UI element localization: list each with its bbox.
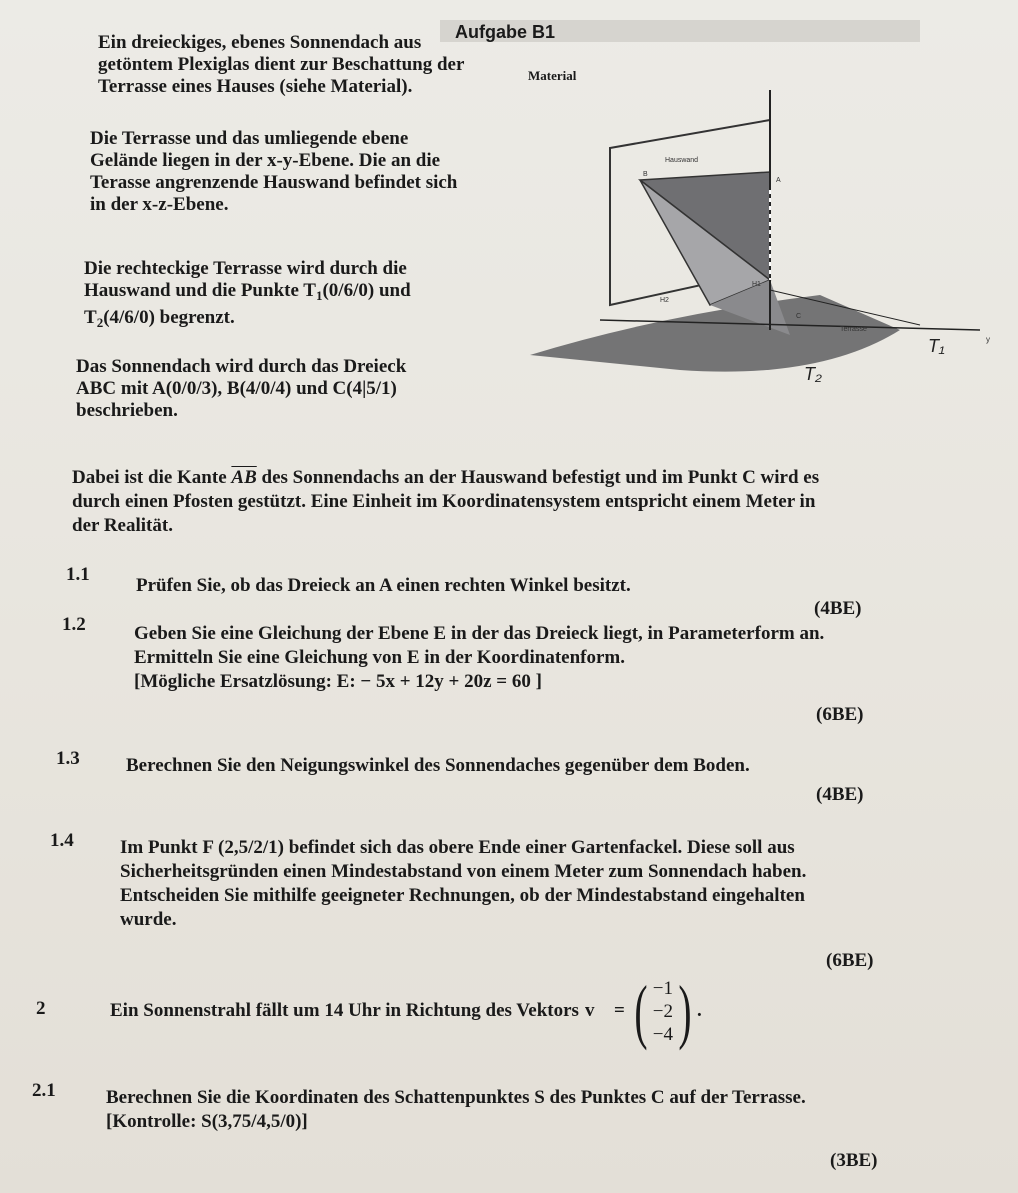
h2-label: H2 <box>660 297 669 304</box>
text-line: [Mögliche Ersatzlösung: E: − 5x + 12y + 20z = 60 ] <box>134 671 542 692</box>
point-b-label: B <box>643 171 648 178</box>
text-line: Terasse angrenzende Hauswand befindet sich <box>90 172 458 193</box>
subscript: 1 <box>315 288 323 303</box>
task-2-1-text <box>106 1086 806 1134</box>
task-2-1-points: (3BE) <box>830 1150 878 1171</box>
text-span: des Sonnendachs an der Hauswand befestigt und im Punkt C wird es <box>256 467 820 488</box>
text-span: Ein Sonnenstrahl fällt um 14 Uhr in Richtung des Vektors <box>110 1000 579 1021</box>
text-span: Dabei ist die Kante <box>72 467 232 488</box>
task-1-2-number: 1.2 <box>62 614 86 635</box>
text-line: Terrasse eines Hauses (siehe Material). <box>98 76 413 97</box>
intro-paragraph-3 <box>84 258 411 334</box>
vector-components <box>653 977 673 1046</box>
text-span: (0/6/0) und <box>322 280 411 301</box>
point-a-label: A <box>776 177 781 184</box>
t2-label: T₂ <box>804 364 822 384</box>
text-line: Entscheiden Sie mithilfe geeigneter Rechnungen, ob der Mindestabstand eingehalten <box>120 885 805 906</box>
text-line: in der x-z-Ebene. <box>90 194 229 215</box>
text-line: Die Terrasse und das umliegende ebene <box>90 128 409 149</box>
intro-paragraph-1 <box>98 32 464 98</box>
text-line: Berechnen Sie die Koordinaten des Schattenpunktes S des Punktes C auf der Terrasse. <box>106 1087 806 1108</box>
task-2-text <box>110 968 702 1054</box>
vector-component: −2 <box>652 1000 674 1022</box>
task-1-1-number: 1.1 <box>66 564 90 585</box>
page-title: Aufgabe B1 <box>455 22 556 42</box>
left-paren: ( <box>634 971 648 1051</box>
vector-symbol: v⃗ = <box>584 1000 625 1021</box>
text-line: getöntem Plexiglas dient zur Beschattung der <box>98 54 465 75</box>
text-line <box>84 307 411 334</box>
terrace-label: Terrasse <box>840 326 867 333</box>
task-1-4-points: (6BE) <box>826 950 874 971</box>
vector-component: −4 <box>652 1023 674 1045</box>
right-paren: ) <box>678 971 692 1051</box>
material-label: Material <box>528 68 577 83</box>
task-2-number: 2 <box>36 998 46 1019</box>
text-line: ABC mit A(0/0/3), B(4/0/4) und C(4|5/1) <box>76 378 397 399</box>
h1-label: H1 <box>752 281 761 288</box>
text-line <box>72 466 819 490</box>
text-line: Im Punkt F (2,5/2/1) befindet sich das obere Ende einer Gartenfackel. Diese soll aus <box>120 837 795 858</box>
task-1-3-points: (4BE) <box>816 784 864 805</box>
task-1-1-text: Prüfen Sie, ob das Dreieck an A einen rechten Winkel besitzt. <box>136 575 631 596</box>
text-line: Sicherheitsgründen einen Mindestabstand von einem Meter zum Sonnendach haben. <box>120 861 807 882</box>
task-2-1-number: 2.1 <box>32 1080 56 1101</box>
text-line: durch einen Pfosten gestützt. Eine Einheit im Koordinatensystem entspricht einem Meter in <box>72 491 816 512</box>
task-1-3-number: 1.3 <box>56 748 80 769</box>
task-1-4-text <box>120 836 806 932</box>
intro-paragraph-2 <box>90 128 457 216</box>
text-line: Ein dreieckiges, ebenes Sonnendach aus <box>98 32 422 53</box>
task-1-2-text <box>134 622 824 694</box>
text-line: Geben Sie eine Gleichung der Ebene E in der das Dreieck liegt, in Parameterform an. <box>134 623 825 644</box>
text-line: Gelände liegen in der x-y-Ebene. Die an die <box>90 150 441 171</box>
vector-matrix <box>629 971 697 1051</box>
text-line: wurde. <box>120 909 177 930</box>
wall-label: Hauswand <box>665 157 699 164</box>
text-span: (4/6/0) begrenzt. <box>103 307 235 328</box>
intro-paragraph-4 <box>76 356 406 422</box>
text-line: Die rechteckige Terrasse wird durch die <box>84 258 407 279</box>
edge-ab: $\overline{AB}$ <box>231 467 257 488</box>
intro-paragraph-5 <box>72 466 819 538</box>
text-line: Ermitteln Sie eine Gleichung von E in der Koordinatenform. <box>134 647 626 668</box>
y-axis-label: y <box>986 335 990 344</box>
text-span: T <box>84 307 97 328</box>
task-1-3-text: Berechnen Sie den Neigungswinkel des Sonnendaches gegenüber dem Boden. <box>126 755 750 776</box>
text-line: der Realität. <box>72 515 173 536</box>
text-line: Das Sonnendach wird durch das Dreieck <box>76 356 407 377</box>
text-span: Hauswand und die Punkte T <box>84 280 316 301</box>
text-line: beschrieben. <box>76 400 178 421</box>
text-line: [Kontrolle: S(3,75/4,5/0)] <box>106 1111 308 1132</box>
text-span: . <box>697 1000 702 1021</box>
material-figure <box>520 80 990 400</box>
task-1-1-points: (4BE) <box>814 598 862 619</box>
task-1-2-points: (6BE) <box>816 704 864 725</box>
vector-component: −1 <box>652 977 674 999</box>
t1-label: T₁ <box>928 336 945 356</box>
point-c-label: C <box>796 313 802 320</box>
subscript: 2 <box>96 315 104 330</box>
task-1-4-number: 1.4 <box>50 830 74 851</box>
text-line <box>84 280 411 307</box>
